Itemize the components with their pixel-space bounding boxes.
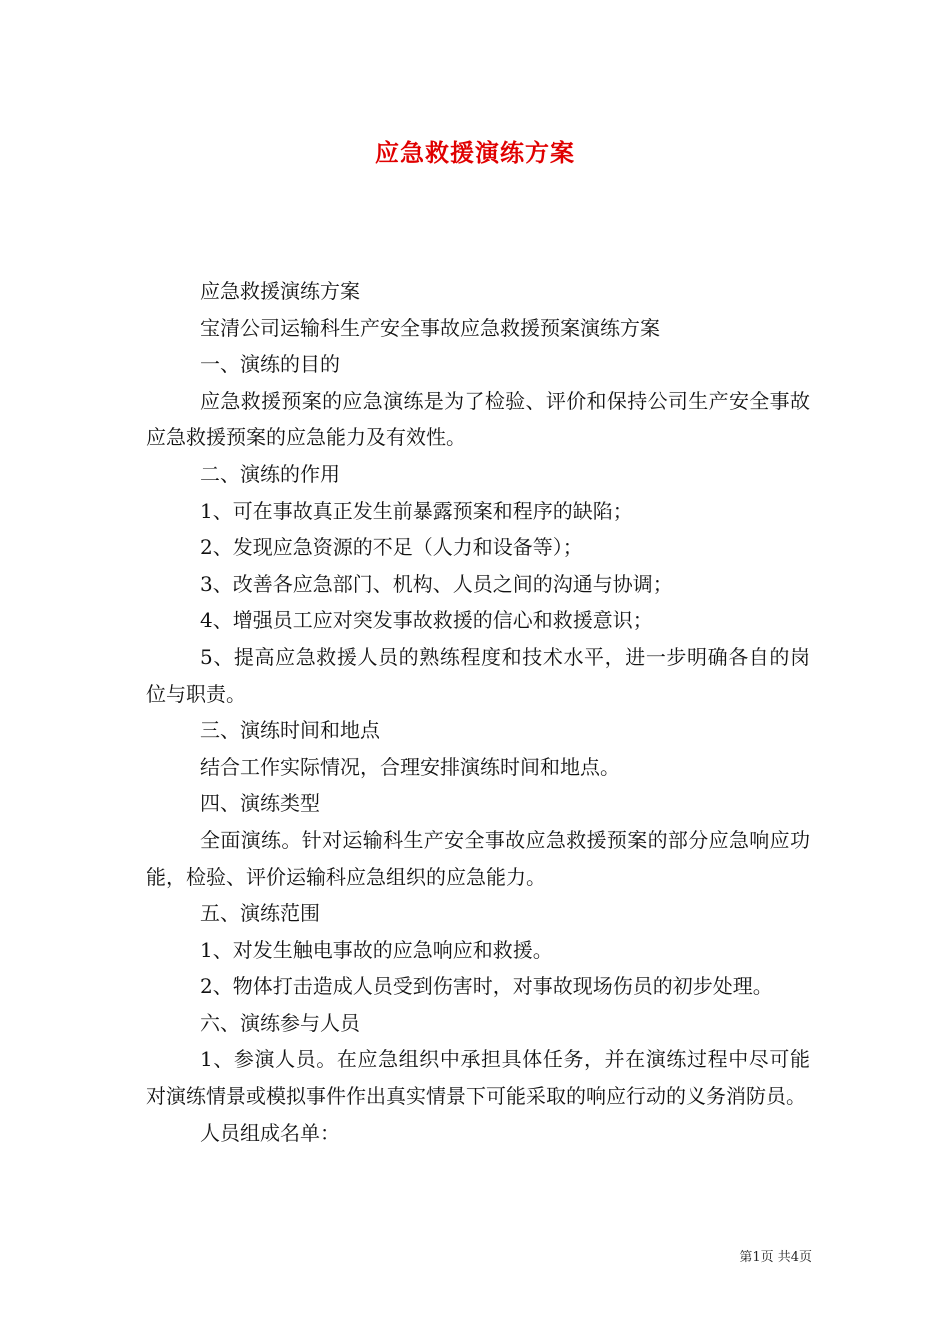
page-number: 第1页 共4页 [739, 1250, 812, 1265]
paragraph: 应急救援预案的应急演练是为了检验、评价和保持公司生产安全事故应急救援预案的应急能力及有效性。 [146, 388, 810, 450]
section-heading: 五、演练范围 [200, 901, 320, 926]
paragraph: 结合工作实际情况，合理安排演练时间和地点。 [200, 754, 620, 779]
section-heading: 一、演练的目的 [200, 352, 340, 377]
doc-subtitle: 应急救援演练方案 [200, 279, 360, 303]
document-body [146, 273, 810, 1151]
paragraph: 全面演练。针对运输科生产安全事故应急救援预案的部分应急响应功能，检验、评价运输科应急组织的应急能力。 [146, 827, 810, 889]
plan-name: 宝清公司运输科生产安全事故应急救援预案演练方案 [200, 315, 660, 340]
list-item: 1、可在事故真正发生前暴露预案和程序的缺陷； [200, 498, 633, 523]
list-item: 4、增强员工应对突发事故救援的信心和救援意识； [200, 608, 653, 633]
list-item: 5、提高应急救援人员的熟练程度和技术水平，进一步明确各自的岗位与职责。 [146, 644, 810, 706]
section-heading: 三、演练时间和地点 [200, 718, 380, 743]
section-heading: 四、演练类型 [200, 791, 320, 816]
section-heading: 二、演练的作用 [200, 461, 340, 486]
paragraph: 人员组成名单： [200, 1120, 340, 1145]
list-item: 2、物体打击造成人员受到伤害时，对事故现场伤员的初步处理。 [200, 974, 773, 999]
list-item: 2、发现应急资源的不足（人力和设备等）； [200, 535, 583, 560]
list-item: 1、对发生触电事故的应急响应和救援。 [200, 937, 553, 962]
page-title: 应急救援演练方案 [375, 138, 575, 167]
list-item: 1、参演人员。在应急组织中承担具体任务，并在演练过程中尽可能对演练情景或模拟事件作出真实情景下可能采取的响应行动的义务消防员。 [146, 1047, 810, 1109]
section-heading: 六、演练参与人员 [200, 1010, 360, 1035]
list-item: 3、改善各应急部门、机构、人员之间的沟通与协调； [200, 571, 673, 596]
